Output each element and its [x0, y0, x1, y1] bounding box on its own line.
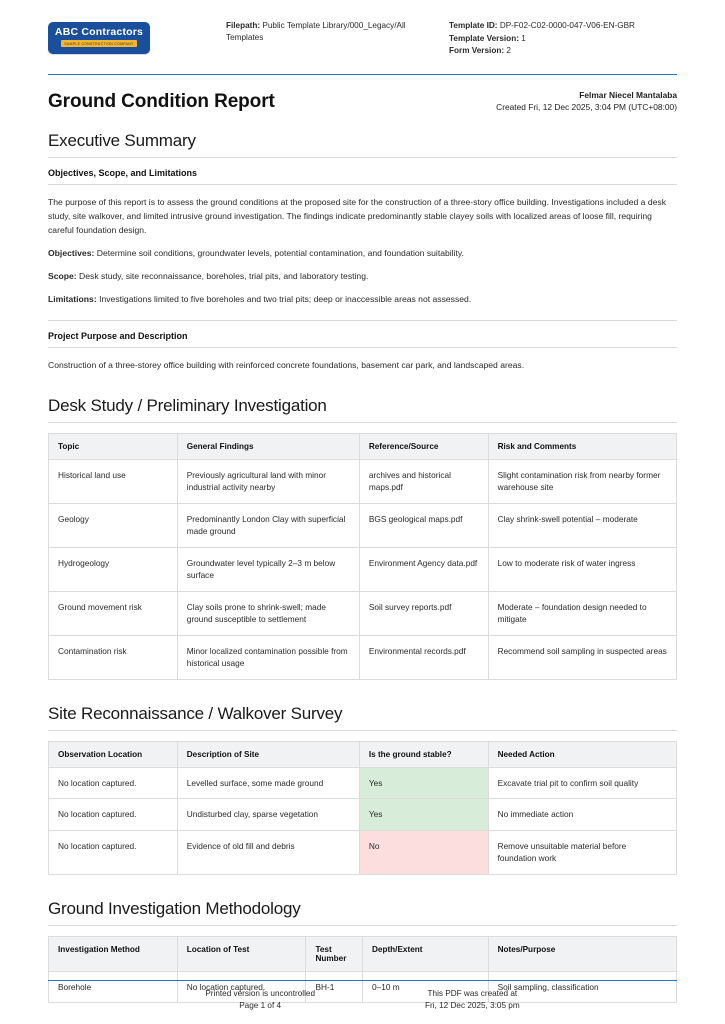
- logo-tagline: SAMPLE CONSTRUCTION COMPANY: [61, 40, 137, 47]
- cell-risk: Low to moderate risk of water ingress: [488, 547, 676, 591]
- footer-pdf-created-timestamp: Fri, 12 Dec 2025, 3:05 pm: [425, 1001, 520, 1010]
- document-content: [0, 131, 725, 1004]
- cell-reference: BGS geological maps.pdf: [359, 503, 488, 547]
- cell-location: No location captured.: [49, 830, 178, 874]
- cell-topic: Historical land use: [49, 459, 178, 503]
- column-header-test-number: Test Number: [306, 936, 363, 971]
- cell-method: Borehole: [49, 971, 178, 1003]
- filepath-block: [226, 16, 431, 44]
- footer-page-number: Page 1 of 4: [239, 1001, 282, 1010]
- desk-study-table: [48, 433, 677, 680]
- column-header-general-findings: General Findings: [177, 433, 359, 459]
- cell-location: No location captured.: [49, 767, 178, 799]
- section-divider-2: [48, 422, 677, 423]
- section-heading-desk-study: Desk Study / Preliminary Investigation: [48, 395, 327, 415]
- table-row: [49, 799, 677, 831]
- cell-risk: Slight contamination risk from nearby former warehouse site: [488, 459, 676, 503]
- cell-reference: Soil survey reports.pdf: [359, 591, 488, 635]
- objectives-text: Determine soil conditions, groundwater levels, potential contamination, and foundation suitability.: [94, 247, 464, 258]
- template-id-label: Template ID:: [449, 21, 498, 30]
- cell-notes-purpose: Soil sampling, classification: [488, 971, 676, 1003]
- document-header: [0, 0, 725, 68]
- table-row: [49, 767, 677, 799]
- limitations-label: Limitations:: [48, 293, 97, 304]
- site-reconnaissance-table: [48, 741, 677, 875]
- cell-findings: Previously agricultural land with minor industrial activity nearby: [177, 459, 359, 503]
- column-header-description-of-site: Description of Site: [177, 741, 359, 767]
- company-logo: [48, 16, 208, 54]
- subsection-divider: [48, 184, 677, 185]
- objectives-line: [48, 246, 677, 260]
- cell-topic: Ground movement risk: [49, 591, 178, 635]
- cell-topic: Geology: [49, 503, 178, 547]
- cell-description: Evidence of old fill and debris: [177, 830, 359, 874]
- section-heading-executive-summary: Executive Summary: [48, 130, 196, 150]
- footer-divider: [48, 980, 677, 981]
- column-header-risk-comments: Risk and Comments: [488, 433, 676, 459]
- logo-badge: [48, 22, 150, 54]
- column-header-is-ground-stable: Is the ground stable?: [359, 741, 488, 767]
- cell-topic: Contamination risk: [49, 635, 178, 679]
- section-heading-methodology: Ground Investigation Methodology: [48, 898, 301, 918]
- form-version-value: 2: [506, 46, 511, 55]
- cell-action: Remove unsuitable material before foundation work: [488, 830, 676, 874]
- footer-left: [205, 988, 315, 1012]
- cell-findings: Minor localized contamination possible from historical usage: [177, 635, 359, 679]
- cell-stability-status: Yes: [359, 799, 488, 831]
- author-block: [496, 89, 677, 113]
- scope-label: Scope:: [48, 270, 77, 281]
- column-header-location-of-test: Location of Test: [177, 936, 306, 971]
- page-title: Ground Condition Report: [48, 90, 275, 112]
- cell-description: Levelled surface, some made ground: [177, 767, 359, 799]
- limitations-text: Investigations limited to five boreholes and two trial pits; deep or inaccessible areas not assessed.: [96, 293, 472, 304]
- subheading-project-purpose: Project Purpose and Description: [48, 330, 188, 341]
- cell-test-location: No location captured.: [177, 971, 306, 1003]
- section-divider: [48, 157, 677, 158]
- project-purpose-paragraph: Construction of a three-storey office building with reinforced concrete foundations, basement car park, and landscaped areas.: [48, 359, 525, 370]
- cell-findings: Predominantly London Clay with superficial made ground: [177, 503, 359, 547]
- cell-stability-status: No: [359, 830, 488, 874]
- table-header-row: [49, 936, 677, 971]
- column-header-needed-action: Needed Action: [488, 741, 676, 767]
- cell-findings: Groundwater level typically 2–3 m below surface: [177, 547, 359, 591]
- cell-reference: archives and historical maps.pdf: [359, 459, 488, 503]
- cell-depth-extent: 0–10 m: [362, 971, 488, 1003]
- filepath-value: Public Template Library/000_Legacy/All Templates: [226, 21, 406, 42]
- document-footer: [0, 980, 725, 1024]
- cell-topic: Hydrogeology: [49, 547, 178, 591]
- created-timestamp: Created Fri, 12 Dec 2025, 3:04 PM (UTC+08:00): [496, 101, 677, 112]
- cell-description: Undisturbed clay, sparse vegetation: [177, 799, 359, 831]
- limitations-line: [48, 292, 677, 306]
- cell-stability-status: Yes: [359, 767, 488, 799]
- footer-uncontrolled-note: Printed version is uncontrolled: [205, 989, 315, 998]
- template-id-value: DP-F02-C02-0000-047-V06-EN-GBR: [499, 21, 635, 30]
- subsection-divider-2: [48, 320, 677, 321]
- title-row: [0, 75, 725, 113]
- column-header-notes-purpose: Notes/Purpose: [488, 936, 676, 971]
- logo-company-name: ABC Contractors: [54, 26, 144, 38]
- cell-findings: Clay soils prone to shrink-swell; made ground susceptible to settlement: [177, 591, 359, 635]
- column-header-observation-location: Observation Location: [49, 741, 178, 767]
- template-version-value: 1: [521, 33, 526, 43]
- cell-location: No location captured.: [49, 799, 178, 831]
- cell-reference: Environmental records.pdf: [359, 635, 488, 679]
- section-divider-3: [48, 730, 677, 731]
- table-row: [49, 459, 677, 503]
- executive-summary-paragraph: The purpose of this report is to assess the ground conditions at the proposed site for the construction of a three-story office building. Investigations included a desk study, site walkover, and limited intrusive ground investigation. The findings indicate predominantly stable clayey soils with localized areas of loose fill, requiring careful foundation design.: [48, 196, 666, 235]
- table-row: [49, 503, 677, 547]
- column-header-depth-extent: Depth/Extent: [362, 936, 488, 971]
- author-name: Felmar Niecel Mantalaba: [579, 89, 677, 100]
- footer-pdf-created-label: This PDF was created at: [427, 989, 518, 998]
- cell-action: Excavate trial pit to confirm soil quality: [488, 767, 676, 799]
- filepath-label: Filepath:: [226, 21, 261, 30]
- cell-test-number: BH-1: [306, 971, 363, 1003]
- table-row: [49, 547, 677, 591]
- cell-risk: Clay shrink-swell potential – moderate: [488, 503, 676, 547]
- cell-risk: Moderate – foundation design needed to mitigate: [488, 591, 676, 635]
- table-row: [49, 591, 677, 635]
- table-header-row: [49, 741, 677, 767]
- column-header-investigation-method: Investigation Method: [49, 936, 178, 971]
- footer-right: [425, 988, 520, 1012]
- table-row: [49, 635, 677, 679]
- scope-line: [48, 269, 677, 283]
- subheading-objectives-scope-limitations: Objectives, Scope, and Limitations: [48, 167, 198, 178]
- form-version-label: Form Version:: [449, 46, 505, 55]
- template-version-label: Template Version:: [449, 33, 519, 43]
- subsection-divider-3: [48, 347, 677, 348]
- table-header-row: [49, 433, 677, 459]
- section-heading-site-reconnaissance: Site Reconnaissance / Walkover Survey: [48, 703, 343, 723]
- column-header-topic: Topic: [49, 433, 178, 459]
- section-divider-4: [48, 925, 677, 926]
- template-meta-block: [449, 16, 664, 58]
- scope-text: Desk study, site reconnaissance, boreholes, trial pits, and laboratory testing.: [76, 270, 369, 281]
- cell-action: No immediate action: [488, 799, 676, 831]
- cell-reference: Environment Agency data.pdf: [359, 547, 488, 591]
- objectives-label: Objectives:: [48, 247, 95, 258]
- column-header-reference-source: Reference/Source: [359, 433, 488, 459]
- table-row: [49, 830, 677, 874]
- footer-columns: [48, 988, 677, 1012]
- cell-risk: Recommend soil sampling in suspected areas: [488, 635, 676, 679]
